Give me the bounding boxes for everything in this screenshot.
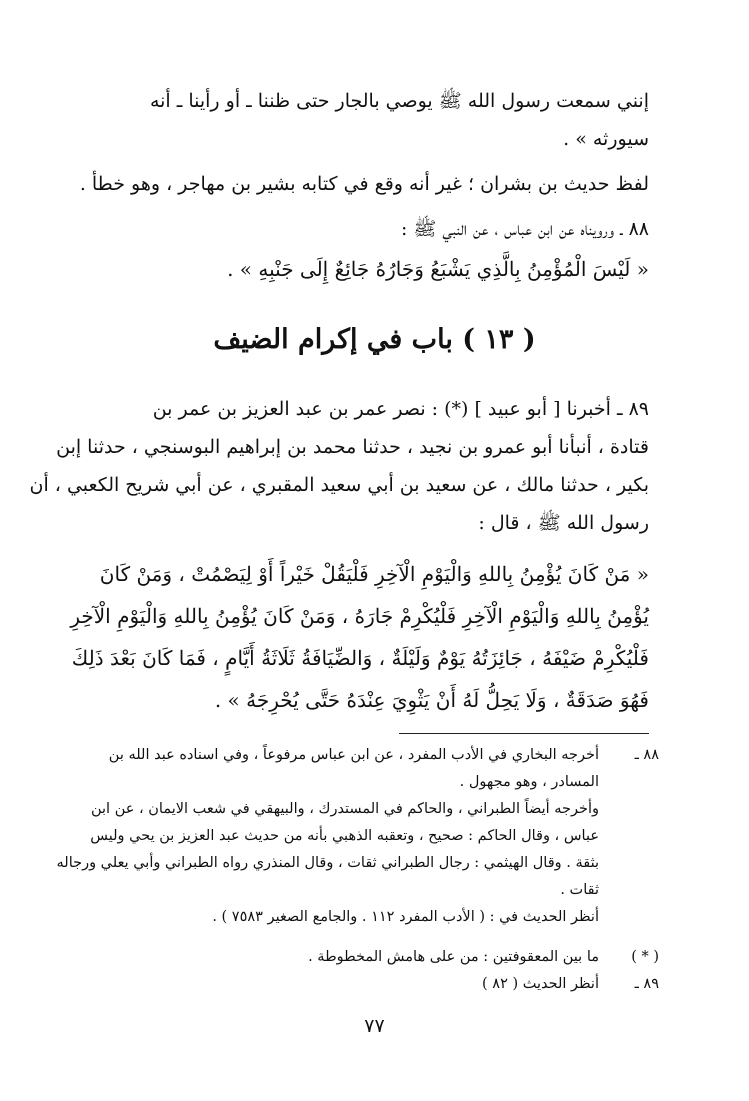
hadith-89-isnad [29, 390, 649, 542]
text-line: « مَنْ كَانَ يُؤْمِنُ بِاللهِ وَالْيَوْمِ الْآخِرِ فَلْيَقُلْ خَيْراً أَوْ لِيَصْمُتْ ، وَمَنْ كَانَ [99, 562, 649, 586]
text-line: ٨٩ ـ أخبرنا [ أبو عبيد ] (*) : نصر عمر بن عبد العزيز بن عمر بن [152, 398, 649, 420]
footnote-89 [90, 971, 659, 998]
footnote-number: ٨٩ ـ [634, 976, 659, 992]
footnote-number: ٨٨ ـ [634, 747, 659, 763]
footnote-line: ثقات . [560, 882, 599, 898]
footnote-line: أخرجه البخاري في الأدب المفرد ، عن ابن عباس مرفوعاً ، وفي اسناده عبد الله بن [108, 747, 599, 763]
hadith-88 [100, 210, 649, 290]
footnote-88 [56, 742, 659, 931]
text-line: فَهُوَ صَدَقَةٌ ، وَلَا يَحِلُّ لَهُ أَنْ يَثْوِيَ عِنْدَهُ حَتَّى يُحْرِجَهُ » . [214, 688, 649, 712]
narration-note [79, 165, 649, 203]
footnote-line: وأخرجه أيضاً الطبراني ، والحاكم في المستدرك ، والبيهقي في شعب الايمان ، عن ابن [90, 801, 599, 817]
text-line: بكير ، حدثنا مالك ، عن سعيد بن أبي سعيد المقبري ، عن أبي شريح الكعبي ، أن [29, 474, 649, 496]
hadith-intro: ٨٨ ـ ورويناه عن ابن عباس ، عن النبي ﷺ : [400, 218, 649, 240]
hadith-89-matn [70, 553, 649, 721]
text-line: رسول الله ﷺ ، قال : [478, 512, 649, 534]
footnote-line: المسادر ، وهو مجهول . [459, 774, 599, 790]
text-line: لفظ حديث بن بشران ؛ غير أنه وقع في كتابه بشير بن مهاجر ، وهو خطأ . [79, 173, 649, 195]
text-line: إنني سمعت رسول الله ﷺ يوصي بالجار حتى ظننا ـ أو رأينا ـ أنه [149, 90, 649, 112]
top-paragraph [100, 82, 649, 158]
text-line: قتادة ، أنبأنا أبو عمرو بن نجيد ، حدثنا محمد بن إبراهيم البوسنجي ، حدثنا إبن [56, 436, 649, 458]
footnote-line: أنظر الحديث في : ( الأدب المفرد ١١٢ . والجامع الصغير ٧٥٨٣ ) . [212, 909, 599, 925]
text-line: سيورثه » . [563, 128, 649, 150]
chapter-title: ( ١٣ ) باب في إكرام الضيف [213, 324, 536, 355]
hadith-text: « لَيْسَ الْمُؤْمِنُ بِالَّذِي يَشْبَعُ وَجَارُهُ جَائِعٌ إِلَى جَنْبِهِ » . [227, 257, 649, 281]
text-line: فَلْيُكْرِمْ ضَيْفَهُ ، جَائِزَتُهُ يَوْمٌ وَلَيْلَةٌ ، وَالضِّيَافَةُ ثَلَاثَةُ أَيَّامٍ ، فَمَا كَانَ بَعْدَ ذَلِكَ [71, 646, 649, 670]
footnote-line: ما بين المعقوفتين : من على هامش المخطوطة . [308, 949, 599, 965]
footnote-star [90, 944, 659, 971]
page-number: ٧٧ [364, 1015, 385, 1037]
footnote-line: بثقة . وقال الهيثمي : رجال الطبراني ثقات ، وقال المنذري رواه الطبراني وأبي يعلي ورجاله [56, 855, 599, 871]
text-line: يُؤْمِنُ بِاللهِ وَالْيَوْمِ الْآخِرِ فَلْيُكْرِمْ جَارَهُ ، وَمَنْ كَانَ يُؤْمِنُ بِاللهِ وَالْيَوْمِ الْآخِرِ [70, 604, 649, 628]
footnote-divider [399, 733, 649, 734]
footnote-line: أنظر الحديث ( ٨٢ ) [482, 976, 599, 992]
footnote-line: عباس ، وقال الحاكم : صحيح ، وتعقبه الذهبي بأنه من حديث عبد العزيز بن يحي وليس [90, 828, 599, 844]
footnote-number: ( * ) [631, 949, 659, 965]
